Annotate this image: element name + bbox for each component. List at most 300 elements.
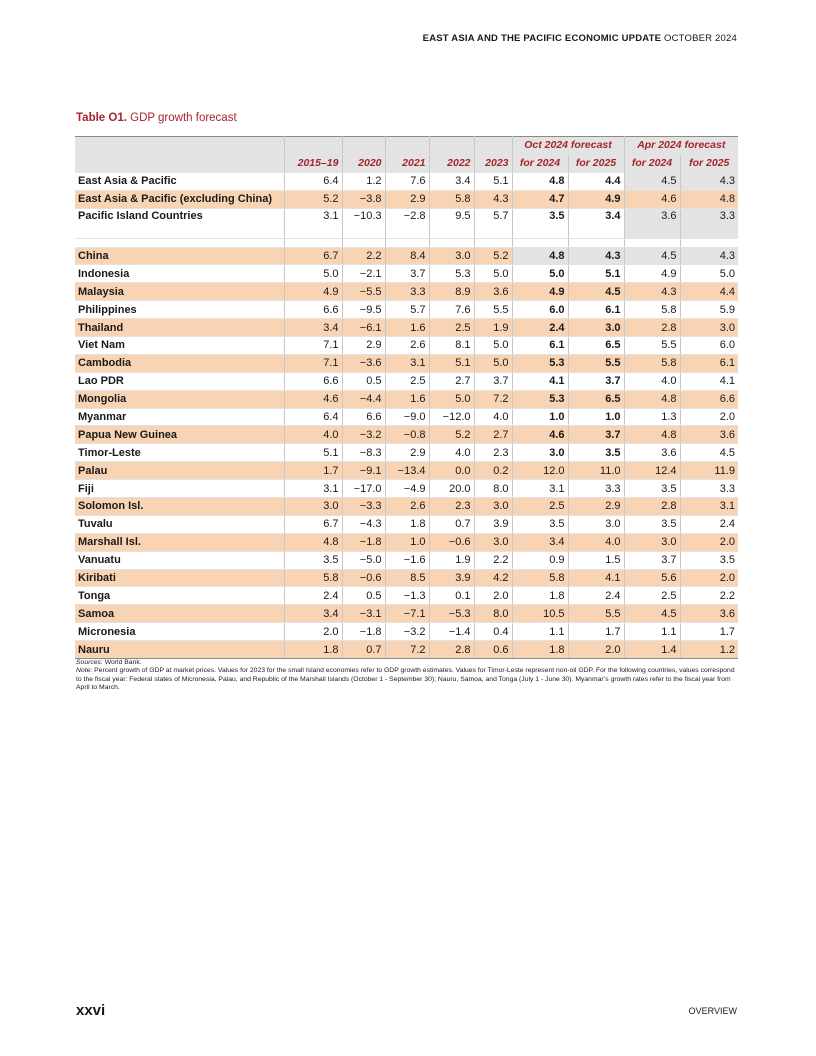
table-cell: 4.9 [284,283,342,301]
table-cell: 6.5 [568,390,624,408]
table-cell: 6.7 [284,247,342,265]
table-cell: 6.6 [342,408,385,426]
table-cell: 5.0 [474,354,512,372]
apr-forecast-group-header: Apr 2024 forecast [624,137,738,155]
table-cell: 5.0 [429,390,474,408]
table-cell: 3.7 [568,372,624,390]
table-cell: 5.0 [680,265,738,283]
table-cell: 4.1 [512,372,568,390]
table-cell: 1.1 [512,623,568,641]
table-cell: −1.8 [342,623,385,641]
table-cell: 3.1 [512,480,568,498]
table-cell: 1.0 [568,408,624,426]
table-cell: 2.6 [385,337,429,355]
row-label: Vanuatu [75,551,284,569]
report-title: EAST ASIA AND THE PACIFIC ECONOMIC UPDATE [422,33,662,44]
table-cell: 2.3 [429,498,474,516]
row-label: Cambodia [75,354,284,372]
table-cell: 2.5 [624,587,680,605]
table-label: Table O1. [76,112,127,124]
table-cell: 3.3 [680,208,738,238]
table-cell: 2.4 [284,587,342,605]
row-label: Lao PDR [75,372,284,390]
note-line: Note: Percent growth of GDP at market prices. Values for 2023 for the small Island economies refer to GDP growth estimates. Values for Timor-Leste represent non-oil GDP. For the following countries, values correspond to the fiscal year: Federal states of Micronesia, Palau, and Republic of the Marshall Islands (October 1 - September 30); Nauru, Samoa, and Tonga (July 1 - June 30). Myanmar’s growth rates refer to the fiscal year from April to March. [76,667,735,691]
table-cell: 2.0 [680,408,738,426]
table-cell: −1.3 [385,587,429,605]
table-cell: 3.6 [680,605,738,623]
table-cell: 0.9 [512,551,568,569]
table-cell: 2.5 [385,372,429,390]
header-blank [75,137,284,155]
row-label: Samoa [75,605,284,623]
table-cell: 2.2 [680,587,738,605]
row-label: Viet Nam [75,337,284,355]
table-row [75,605,738,623]
row-label: Papua New Guinea [75,426,284,444]
table-cell: 5.5 [568,605,624,623]
table-cell: −9.5 [342,301,385,319]
row-label: Myanmar [75,408,284,426]
table-cell: −3.2 [342,426,385,444]
table-cell: 3.4 [568,208,624,238]
table-cell: 4.7 [512,190,568,208]
row-label: Tonga [75,587,284,605]
table-cell: 5.9 [680,301,738,319]
table-cell: 4.5 [680,444,738,462]
table-cell: 5.8 [624,354,680,372]
table-cell: −4.4 [342,390,385,408]
table-cell: 2.9 [385,444,429,462]
table-cell: 3.6 [680,426,738,444]
table-cell: 5.5 [568,354,624,372]
table-cell: 3.0 [568,515,624,533]
table-cell: 1.7 [284,462,342,480]
table-row [75,319,738,337]
table-cell: 1.5 [568,551,624,569]
table-cell: 4.5 [624,172,680,190]
table-cell: 3.6 [474,283,512,301]
table-cell: 10.5 [512,605,568,623]
table-cell: −12.0 [429,408,474,426]
table-cell: −10.3 [342,208,385,238]
table-cell: 3.0 [624,533,680,551]
table-cell: 3.0 [512,444,568,462]
table-cell: 5.1 [568,265,624,283]
table-cell: 3.1 [680,498,738,516]
table-cell: 1.1 [624,623,680,641]
table-cell: −5.0 [342,551,385,569]
table-cell: 4.5 [624,605,680,623]
table-row [75,641,738,659]
row-label: Kiribati [75,569,284,587]
table-cell: −0.8 [385,426,429,444]
table-cell: 5.8 [624,301,680,319]
table-cell: 3.5 [568,444,624,462]
column-header-row [75,154,738,172]
table-cell: −1.6 [385,551,429,569]
table-cell: −0.6 [429,533,474,551]
table-cell: 0.7 [342,641,385,659]
table-cell: 5.6 [624,569,680,587]
table-cell: 4.3 [624,283,680,301]
table-cell: 11.0 [568,462,624,480]
table-cell: 7.2 [385,641,429,659]
table-cell: 5.2 [284,190,342,208]
row-label: Malaysia [75,283,284,301]
table-cell: 1.8 [512,641,568,659]
table-row [75,569,738,587]
table-notes [76,659,738,692]
table-cell: 2.8 [624,498,680,516]
table-cell: 2.0 [284,623,342,641]
spacer-row [75,238,738,247]
table-cell: 6.1 [680,354,738,372]
table-cell: 2.4 [680,515,738,533]
table-cell: 3.4 [284,319,342,337]
table-cell: 0.5 [342,587,385,605]
table-cell: 2.0 [474,587,512,605]
row-label: Philippines [75,301,284,319]
row-label: Palau [75,462,284,480]
table-cell: −3.3 [342,498,385,516]
table-cell: 2.5 [429,319,474,337]
table-cell: 2.2 [474,551,512,569]
table-cell: 4.3 [474,190,512,208]
table-cell: 11.9 [680,462,738,480]
table-cell: 4.0 [568,533,624,551]
table-cell: −4.3 [342,515,385,533]
table-cell: 1.0 [512,408,568,426]
table-cell: 1.0 [385,533,429,551]
table-cell: 3.5 [512,515,568,533]
table-cell: 6.0 [680,337,738,355]
row-label: Micronesia [75,623,284,641]
table-cell: 5.1 [474,172,512,190]
table-cell: 3.1 [284,480,342,498]
table-row [75,623,738,641]
table-cell: 1.7 [680,623,738,641]
column-header: for 2024 [624,154,680,172]
table-cell: 4.4 [568,172,624,190]
table-cell: −7.1 [385,605,429,623]
table-cell: 2.3 [474,444,512,462]
table-cell: −6.1 [342,319,385,337]
table-cell: 4.0 [429,444,474,462]
oct-forecast-group-header: Oct 2024 forecast [512,137,624,155]
table-row [75,426,738,444]
table-row [75,515,738,533]
table-cell: 0.4 [474,623,512,641]
table-row [75,408,738,426]
table-cell: 9.5 [429,208,474,238]
table-cell: 8.5 [385,569,429,587]
table-cell: 5.0 [512,265,568,283]
table-cell: 3.5 [284,551,342,569]
table-cell: 4.1 [568,569,624,587]
table-cell: 1.4 [624,641,680,659]
table-cell: 8.9 [429,283,474,301]
table-cell: 3.9 [429,569,474,587]
table-row [75,462,738,480]
table-cell: 3.5 [512,208,568,238]
table-row [75,533,738,551]
table-cell: 5.2 [429,426,474,444]
table-cell: 2.0 [568,641,624,659]
table-cell: 5.0 [474,265,512,283]
table-cell: 4.2 [474,569,512,587]
table-cell: 7.6 [429,301,474,319]
sources-line: Sources: World Bank. [76,659,142,666]
table-cell: 2.5 [512,498,568,516]
row-label: Marshall Isl. [75,533,284,551]
table-cell: −3.2 [385,623,429,641]
table-row [75,354,738,372]
table-cell: −1.8 [342,533,385,551]
table-cell: 4.8 [624,390,680,408]
table-cell: −9.0 [385,408,429,426]
table-cell: 1.6 [385,319,429,337]
table-row [75,390,738,408]
table-body [75,172,738,658]
table-row [75,190,738,208]
table-cell: 2.9 [568,498,624,516]
table-cell: 4.9 [568,190,624,208]
table-cell: 4.9 [512,283,568,301]
row-label: Solomon Isl. [75,498,284,516]
row-label: Mongolia [75,390,284,408]
table-cell: 0.0 [429,462,474,480]
table-cell: 4.9 [624,265,680,283]
table-cell: −13.4 [385,462,429,480]
table-cell: 1.8 [512,587,568,605]
running-header [423,33,737,44]
table-cell: 3.1 [284,208,342,238]
table-cell: 5.5 [474,301,512,319]
table-cell: 1.3 [624,408,680,426]
table-cell: 8.4 [385,247,429,265]
table-cell: 6.1 [568,301,624,319]
table-cell: 4.6 [284,390,342,408]
table-cell: 3.4 [284,605,342,623]
table-cell: 0.6 [474,641,512,659]
table-cell: 6.6 [680,390,738,408]
table-cell: 8.1 [429,337,474,355]
table-cell: 2.2 [342,247,385,265]
table-cell: 3.9 [474,515,512,533]
table-cell: 4.8 [284,533,342,551]
table-cell: −5.5 [342,283,385,301]
table-cell: 3.1 [385,354,429,372]
column-header: 2020 [342,154,385,172]
table-cell: 3.5 [624,480,680,498]
table-cell: −5.3 [429,605,474,623]
table-cell: −9.1 [342,462,385,480]
column-header: 2021 [385,154,429,172]
table-cell: 3.0 [474,498,512,516]
table-cell: 7.1 [284,354,342,372]
group-header-row [75,137,738,155]
table-cell: −8.3 [342,444,385,462]
table-row [75,444,738,462]
row-label: Tuvalu [75,515,284,533]
table-cell: 3.7 [568,426,624,444]
table-cell: 7.6 [385,172,429,190]
table-cell: 7.2 [474,390,512,408]
table-cell: 1.8 [284,641,342,659]
table-cell: 6.7 [284,515,342,533]
table-cell: 4.5 [624,247,680,265]
table-cell: 2.4 [512,319,568,337]
table-row [75,265,738,283]
table-cell: 4.8 [680,190,738,208]
table-row [75,283,738,301]
table-cell: 1.2 [342,172,385,190]
table-cell: 2.9 [342,337,385,355]
table-cell: 6.4 [284,408,342,426]
table-cell: −4.9 [385,480,429,498]
table-cell: 8.0 [474,480,512,498]
table-cell: 5.5 [624,337,680,355]
table-cell: 5.3 [512,354,568,372]
table-cell: 2.8 [624,319,680,337]
section-footer: OVERVIEW [688,1006,737,1016]
table-cell: −3.6 [342,354,385,372]
table-cell: 4.3 [680,172,738,190]
table-cell: 1.8 [385,515,429,533]
table-cell: 1.2 [680,641,738,659]
table-cell: −0.6 [342,569,385,587]
table-row [75,337,738,355]
table-cell: −3.8 [342,190,385,208]
table-cell: 4.3 [568,247,624,265]
table-cell: 3.0 [284,498,342,516]
table-cell: 6.0 [512,301,568,319]
table-cell: 5.0 [284,265,342,283]
table-cell: 20.0 [429,480,474,498]
table-cell: 5.0 [474,337,512,355]
table-cell: 6.5 [568,337,624,355]
table-cell: 12.4 [624,462,680,480]
table-cell: 2.7 [474,426,512,444]
table-row [75,551,738,569]
table-cell: 5.1 [284,444,342,462]
table-caption [76,112,237,124]
table-cell: −3.1 [342,605,385,623]
table-cell: 3.7 [474,372,512,390]
table-cell: 0.2 [474,462,512,480]
table-cell: 4.8 [512,247,568,265]
table-cell: 2.7 [429,372,474,390]
table-cell: 0.5 [342,372,385,390]
table-cell: 2.8 [429,641,474,659]
table-row [75,247,738,265]
table-cell: 2.0 [680,533,738,551]
row-label: China [75,247,284,265]
table-cell: 0.7 [429,515,474,533]
table-cell: 4.3 [680,247,738,265]
table-cell: 8.0 [474,605,512,623]
table-cell: 3.6 [624,208,680,238]
table-cell: 3.7 [385,265,429,283]
table-cell: 6.6 [284,372,342,390]
row-label: Timor-Leste [75,444,284,462]
table-cell: 12.0 [512,462,568,480]
table-row [75,172,738,190]
table-cell: 3.4 [512,533,568,551]
table-cell: 3.0 [429,247,474,265]
table-cell: 2.6 [385,498,429,516]
table-cell: 5.8 [512,569,568,587]
table-cell: −2.1 [342,265,385,283]
column-header: for 2024 [512,154,568,172]
row-label: Thailand [75,319,284,337]
table-cell: 1.9 [474,319,512,337]
table-row [75,498,738,516]
table-cell: 3.5 [680,551,738,569]
table-cell: 4.5 [568,283,624,301]
row-label: Fiji [75,480,284,498]
table-cell: −2.8 [385,208,429,238]
column-header: for 2025 [568,154,624,172]
table-row [75,587,738,605]
table-row [75,480,738,498]
table-cell: 3.0 [568,319,624,337]
table-cell: 3.3 [385,283,429,301]
table-cell: 6.4 [284,172,342,190]
table-title: GDP growth forecast [130,112,237,124]
table-cell: 3.3 [680,480,738,498]
table-cell: 6.6 [284,301,342,319]
row-label: East Asia & Pacific (excluding China) [75,190,284,208]
table-cell: 2.9 [385,190,429,208]
table-cell: 4.0 [624,372,680,390]
report-date: OCTOBER 2024 [664,33,737,44]
table-cell: 4.0 [284,426,342,444]
column-header: 2022 [429,154,474,172]
table-row [75,208,738,238]
table-cell: 2.0 [680,569,738,587]
row-label: Indonesia [75,265,284,283]
column-header: for 2025 [680,154,738,172]
page-number: xxvi [76,1002,106,1019]
column-header: 2023 [474,154,512,172]
table-cell: −17.0 [342,480,385,498]
table-cell: 3.5 [624,515,680,533]
table-cell: 4.4 [680,283,738,301]
table-cell: 5.2 [474,247,512,265]
table-cell: 3.0 [680,319,738,337]
table-cell: −1.4 [429,623,474,641]
table-cell: 3.4 [429,172,474,190]
table-cell: 4.6 [624,190,680,208]
table-cell: 4.8 [624,426,680,444]
table-cell: 1.7 [568,623,624,641]
table-cell: 3.3 [568,480,624,498]
table-cell: 5.3 [512,390,568,408]
table-cell: 5.8 [429,190,474,208]
table-cell: 3.0 [474,533,512,551]
column-header: 2015–19 [284,154,342,172]
table-row [75,372,738,390]
table-cell: 1.9 [429,551,474,569]
table-cell: 1.6 [385,390,429,408]
table-cell: 3.6 [624,444,680,462]
table-cell: 4.6 [512,426,568,444]
row-label: Pacific Island Countries [75,208,284,238]
table-cell: 4.1 [680,372,738,390]
table-cell: 6.1 [512,337,568,355]
table-cell: 4.0 [474,408,512,426]
